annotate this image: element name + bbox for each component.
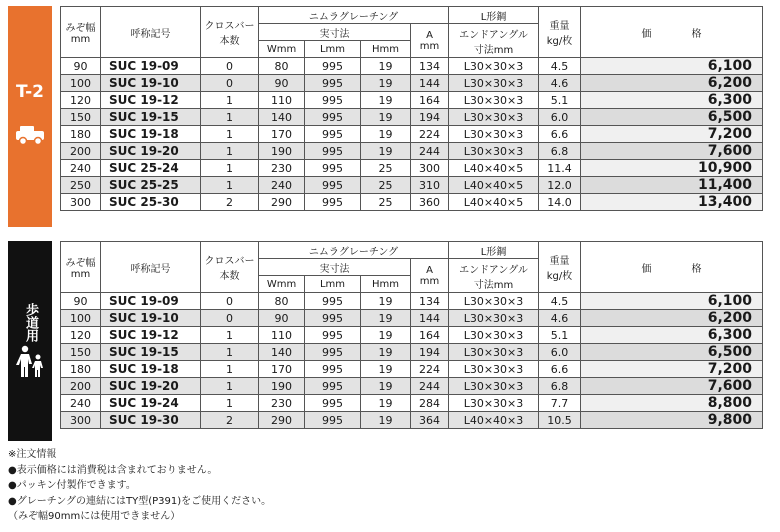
cell-crossbar: 1 xyxy=(201,378,259,395)
cell-price: 6,300 xyxy=(581,327,763,344)
cell-weight: 6.8 xyxy=(539,143,581,160)
cell-h: 19 xyxy=(361,344,411,361)
cell-a: 194 xyxy=(411,344,449,361)
cell-end-angle: L40×40×3 xyxy=(449,412,539,429)
table-row xyxy=(61,58,763,75)
cell-end-angle: L30×30×3 xyxy=(449,395,539,412)
table-row xyxy=(61,109,763,126)
cell-end-angle: L30×30×3 xyxy=(449,92,539,109)
cell-a: 164 xyxy=(411,327,449,344)
cell-code: SUC 19-18 xyxy=(101,126,201,143)
cell-crossbar: 0 xyxy=(201,58,259,75)
cell-w: 90 xyxy=(259,310,305,327)
cell-code: SUC 19-09 xyxy=(101,58,201,75)
cell-width: 250 xyxy=(61,177,101,194)
cell-width: 150 xyxy=(61,109,101,126)
cell-l: 995 xyxy=(305,378,361,395)
cell-crossbar: 1 xyxy=(201,143,259,160)
table-row xyxy=(61,92,763,109)
cell-l: 995 xyxy=(305,293,361,310)
cell-crossbar: 1 xyxy=(201,92,259,109)
cell-code: SUC 25-25 xyxy=(101,177,201,194)
cell-crossbar: 1 xyxy=(201,327,259,344)
cell-h: 19 xyxy=(361,378,411,395)
cell-l: 995 xyxy=(305,327,361,344)
header-actual: 実寸法 xyxy=(259,24,411,41)
cell-weight: 7.7 xyxy=(539,395,581,412)
header-width: みぞ幅 mm xyxy=(61,242,101,293)
cell-a: 194 xyxy=(411,109,449,126)
header-weight: 重量 kg/枚 xyxy=(539,7,581,58)
cell-width: 300 xyxy=(61,194,101,211)
note-item: ●表示価格には消費税は含まれておりません。 xyxy=(8,464,218,476)
cell-code: SUC 19-12 xyxy=(101,327,201,344)
cell-width: 240 xyxy=(61,395,101,412)
cell-code: SUC 25-24 xyxy=(101,160,201,177)
cell-price: 7,200 xyxy=(581,126,763,143)
cell-weight: 5.1 xyxy=(539,92,581,109)
cell-l: 995 xyxy=(305,75,361,92)
cell-a: 310 xyxy=(411,177,449,194)
cell-h: 19 xyxy=(361,92,411,109)
header-w: Wmm xyxy=(259,41,305,58)
cell-weight: 6.0 xyxy=(539,109,581,126)
cell-a: 144 xyxy=(411,75,449,92)
cell-h: 19 xyxy=(361,361,411,378)
cell-crossbar: 2 xyxy=(201,194,259,211)
t2-side-label xyxy=(8,6,52,227)
table-row xyxy=(61,194,763,211)
cell-w: 230 xyxy=(259,395,305,412)
cell-l: 995 xyxy=(305,126,361,143)
cell-w: 80 xyxy=(259,293,305,310)
cell-h: 19 xyxy=(361,412,411,429)
table-row xyxy=(61,126,763,143)
cell-h: 19 xyxy=(361,75,411,92)
cell-h: 19 xyxy=(361,327,411,344)
cell-width: 100 xyxy=(61,310,101,327)
cell-a: 224 xyxy=(411,361,449,378)
cell-l: 995 xyxy=(305,194,361,211)
header-endangle: エンドアングル 寸法mm xyxy=(449,259,539,293)
cell-h: 19 xyxy=(361,58,411,75)
order-notes xyxy=(8,447,271,525)
cell-width: 240 xyxy=(61,160,101,177)
cell-w: 190 xyxy=(259,143,305,160)
cell-price: 6,300 xyxy=(581,92,763,109)
cell-end-angle: L30×30×3 xyxy=(449,75,539,92)
header-h: Hmm xyxy=(361,276,411,293)
cell-l: 995 xyxy=(305,395,361,412)
cell-w: 110 xyxy=(259,327,305,344)
table-row xyxy=(61,344,763,361)
cell-l: 995 xyxy=(305,361,361,378)
header-weight: 重量 kg/枚 xyxy=(539,242,581,293)
cell-width: 300 xyxy=(61,412,101,429)
cell-h: 25 xyxy=(361,160,411,177)
cell-width: 120 xyxy=(61,92,101,109)
cell-h: 19 xyxy=(361,395,411,412)
cell-crossbar: 1 xyxy=(201,395,259,412)
header-l: Lmm xyxy=(305,41,361,58)
cell-price: 7,600 xyxy=(581,378,763,395)
cell-a: 144 xyxy=(411,310,449,327)
cell-code: SUC 25-30 xyxy=(101,194,201,211)
table-row xyxy=(61,412,763,429)
cell-end-angle: L30×30×3 xyxy=(449,126,539,143)
header-endangle: エンドアングル 寸法mm xyxy=(449,24,539,58)
cell-end-angle: L30×30×3 xyxy=(449,327,539,344)
cell-end-angle: L40×40×5 xyxy=(449,177,539,194)
cell-width: 180 xyxy=(61,126,101,143)
header-actual: 実寸法 xyxy=(259,259,411,276)
cell-price: 6,200 xyxy=(581,75,763,92)
cell-price: 13,400 xyxy=(581,194,763,211)
cell-w: 290 xyxy=(259,194,305,211)
cell-code: SUC 19-09 xyxy=(101,293,201,310)
cell-end-angle: L30×30×3 xyxy=(449,143,539,160)
table-row xyxy=(61,177,763,194)
cell-w: 140 xyxy=(259,344,305,361)
header-h: Hmm xyxy=(361,41,411,58)
header-lsteel: L形鋼 xyxy=(449,7,539,24)
table-row xyxy=(61,75,763,92)
header-a: A mm xyxy=(411,259,449,293)
cell-price: 6,200 xyxy=(581,310,763,327)
header-crossbar: クロスバー 本数 xyxy=(201,242,259,293)
cell-price: 11,400 xyxy=(581,177,763,194)
cell-weight: 6.6 xyxy=(539,126,581,143)
cell-h: 19 xyxy=(361,310,411,327)
header-l: Lmm xyxy=(305,276,361,293)
header-a: A mm xyxy=(411,24,449,58)
cell-a: 300 xyxy=(411,160,449,177)
cell-weight: 5.1 xyxy=(539,327,581,344)
table-row xyxy=(61,327,763,344)
cell-code: SUC 19-12 xyxy=(101,92,201,109)
cell-width: 120 xyxy=(61,327,101,344)
header-price: 価 格 xyxy=(581,242,763,293)
cell-weight: 6.6 xyxy=(539,361,581,378)
cell-l: 995 xyxy=(305,310,361,327)
cell-l: 995 xyxy=(305,160,361,177)
cell-a: 244 xyxy=(411,143,449,160)
cell-crossbar: 1 xyxy=(201,361,259,378)
pedestrian-label: 歩道用 xyxy=(23,303,38,342)
cell-price: 7,200 xyxy=(581,361,763,378)
cell-code: SUC 19-24 xyxy=(101,395,201,412)
cell-code: SUC 19-20 xyxy=(101,378,201,395)
cell-code: SUC 19-30 xyxy=(101,412,201,429)
cell-weight: 11.4 xyxy=(539,160,581,177)
cell-width: 90 xyxy=(61,58,101,75)
table-row xyxy=(61,160,763,177)
cell-a: 284 xyxy=(411,395,449,412)
cell-price: 8,800 xyxy=(581,395,763,412)
cell-price: 6,500 xyxy=(581,344,763,361)
cell-end-angle: L30×30×3 xyxy=(449,310,539,327)
cell-end-angle: L30×30×3 xyxy=(449,361,539,378)
cell-l: 995 xyxy=(305,143,361,160)
header-w: Wmm xyxy=(259,276,305,293)
pedestrian-rows xyxy=(61,293,763,429)
cell-w: 140 xyxy=(259,109,305,126)
cell-width: 180 xyxy=(61,361,101,378)
cell-width: 200 xyxy=(61,143,101,160)
cell-code: SUC 19-20 xyxy=(101,143,201,160)
cell-w: 170 xyxy=(259,361,305,378)
cell-h: 19 xyxy=(361,109,411,126)
cell-end-angle: L30×30×3 xyxy=(449,109,539,126)
cell-a: 364 xyxy=(411,412,449,429)
table-row xyxy=(61,378,763,395)
header-grating: ニムラグレーチング xyxy=(259,242,449,259)
cell-w: 190 xyxy=(259,378,305,395)
cell-width: 100 xyxy=(61,75,101,92)
cell-l: 995 xyxy=(305,412,361,429)
cell-price: 6,100 xyxy=(581,58,763,75)
cell-code: SUC 19-10 xyxy=(101,310,201,327)
cell-a: 244 xyxy=(411,378,449,395)
cell-w: 110 xyxy=(259,92,305,109)
cell-crossbar: 1 xyxy=(201,177,259,194)
cell-crossbar: 2 xyxy=(201,412,259,429)
t2-rows xyxy=(61,58,763,211)
table-row xyxy=(61,143,763,160)
cell-w: 240 xyxy=(259,177,305,194)
header-grating: ニムラグレーチング xyxy=(259,7,449,24)
header-code: 呼称記号 xyxy=(101,242,201,293)
cell-end-angle: L30×30×3 xyxy=(449,344,539,361)
cell-a: 360 xyxy=(411,194,449,211)
t2-price-table xyxy=(60,6,763,211)
cell-end-angle: L40×40×5 xyxy=(449,160,539,177)
cell-w: 80 xyxy=(259,58,305,75)
note-item: ●グレーチングの連結にはTY型(P391)をご使用ください。 xyxy=(8,495,272,507)
pedestrian-side-label xyxy=(8,241,52,441)
cell-code: SUC 19-15 xyxy=(101,109,201,126)
cell-h: 25 xyxy=(361,177,411,194)
cell-l: 995 xyxy=(305,109,361,126)
cell-l: 995 xyxy=(305,177,361,194)
cell-l: 995 xyxy=(305,344,361,361)
cell-a: 164 xyxy=(411,92,449,109)
cell-code: SUC 19-10 xyxy=(101,75,201,92)
cell-crossbar: 0 xyxy=(201,293,259,310)
table-row xyxy=(61,310,763,327)
cell-h: 25 xyxy=(361,194,411,211)
cell-price: 9,800 xyxy=(581,412,763,429)
t2-label: T-2 xyxy=(16,82,44,102)
cell-crossbar: 1 xyxy=(201,109,259,126)
table-row xyxy=(61,361,763,378)
cell-weight: 4.5 xyxy=(539,58,581,75)
header-crossbar: クロスバー 本数 xyxy=(201,7,259,58)
cell-price: 6,100 xyxy=(581,293,763,310)
cell-weight: 4.6 xyxy=(539,310,581,327)
cell-l: 995 xyxy=(305,92,361,109)
cell-w: 230 xyxy=(259,160,305,177)
cell-weight: 12.0 xyxy=(539,177,581,194)
table-row xyxy=(61,293,763,310)
cell-weight: 14.0 xyxy=(539,194,581,211)
header-width: みぞ幅 mm xyxy=(61,7,101,58)
cell-weight: 10.5 xyxy=(539,412,581,429)
cell-code: SUC 19-15 xyxy=(101,344,201,361)
cell-l: 995 xyxy=(305,58,361,75)
cell-h: 19 xyxy=(361,143,411,160)
cell-w: 90 xyxy=(259,75,305,92)
cell-end-angle: L40×40×5 xyxy=(449,194,539,211)
cell-end-angle: L30×30×3 xyxy=(449,58,539,75)
cell-end-angle: L30×30×3 xyxy=(449,293,539,310)
note-item: （みぞ幅90mmには使用できません） xyxy=(8,511,181,522)
pedestrian-icon xyxy=(14,345,46,379)
notes-title: ※注文情報 xyxy=(8,449,57,460)
cell-h: 19 xyxy=(361,126,411,143)
cell-crossbar: 1 xyxy=(201,160,259,177)
cell-width: 90 xyxy=(61,293,101,310)
cell-crossbar: 0 xyxy=(201,310,259,327)
cell-weight: 4.5 xyxy=(539,293,581,310)
cell-crossbar: 0 xyxy=(201,75,259,92)
cell-price: 6,500 xyxy=(581,109,763,126)
header-price: 価 格 xyxy=(581,7,763,58)
cell-price: 7,600 xyxy=(581,143,763,160)
truck-icon xyxy=(14,124,46,146)
cell-a: 134 xyxy=(411,293,449,310)
cell-weight: 6.0 xyxy=(539,344,581,361)
table-row xyxy=(61,395,763,412)
cell-width: 150 xyxy=(61,344,101,361)
cell-a: 224 xyxy=(411,126,449,143)
cell-crossbar: 1 xyxy=(201,126,259,143)
cell-width: 200 xyxy=(61,378,101,395)
cell-w: 290 xyxy=(259,412,305,429)
cell-weight: 6.8 xyxy=(539,378,581,395)
pedestrian-price-table xyxy=(60,241,763,429)
header-code: 呼称記号 xyxy=(101,7,201,58)
cell-weight: 4.6 xyxy=(539,75,581,92)
cell-h: 19 xyxy=(361,293,411,310)
cell-a: 134 xyxy=(411,58,449,75)
note-item: ●パッキン付製作できます。 xyxy=(8,480,136,491)
cell-crossbar: 1 xyxy=(201,344,259,361)
cell-price: 10,900 xyxy=(581,160,763,177)
header-lsteel: L形鋼 xyxy=(449,242,539,259)
cell-end-angle: L30×30×3 xyxy=(449,378,539,395)
cell-w: 170 xyxy=(259,126,305,143)
cell-code: SUC 19-18 xyxy=(101,361,201,378)
